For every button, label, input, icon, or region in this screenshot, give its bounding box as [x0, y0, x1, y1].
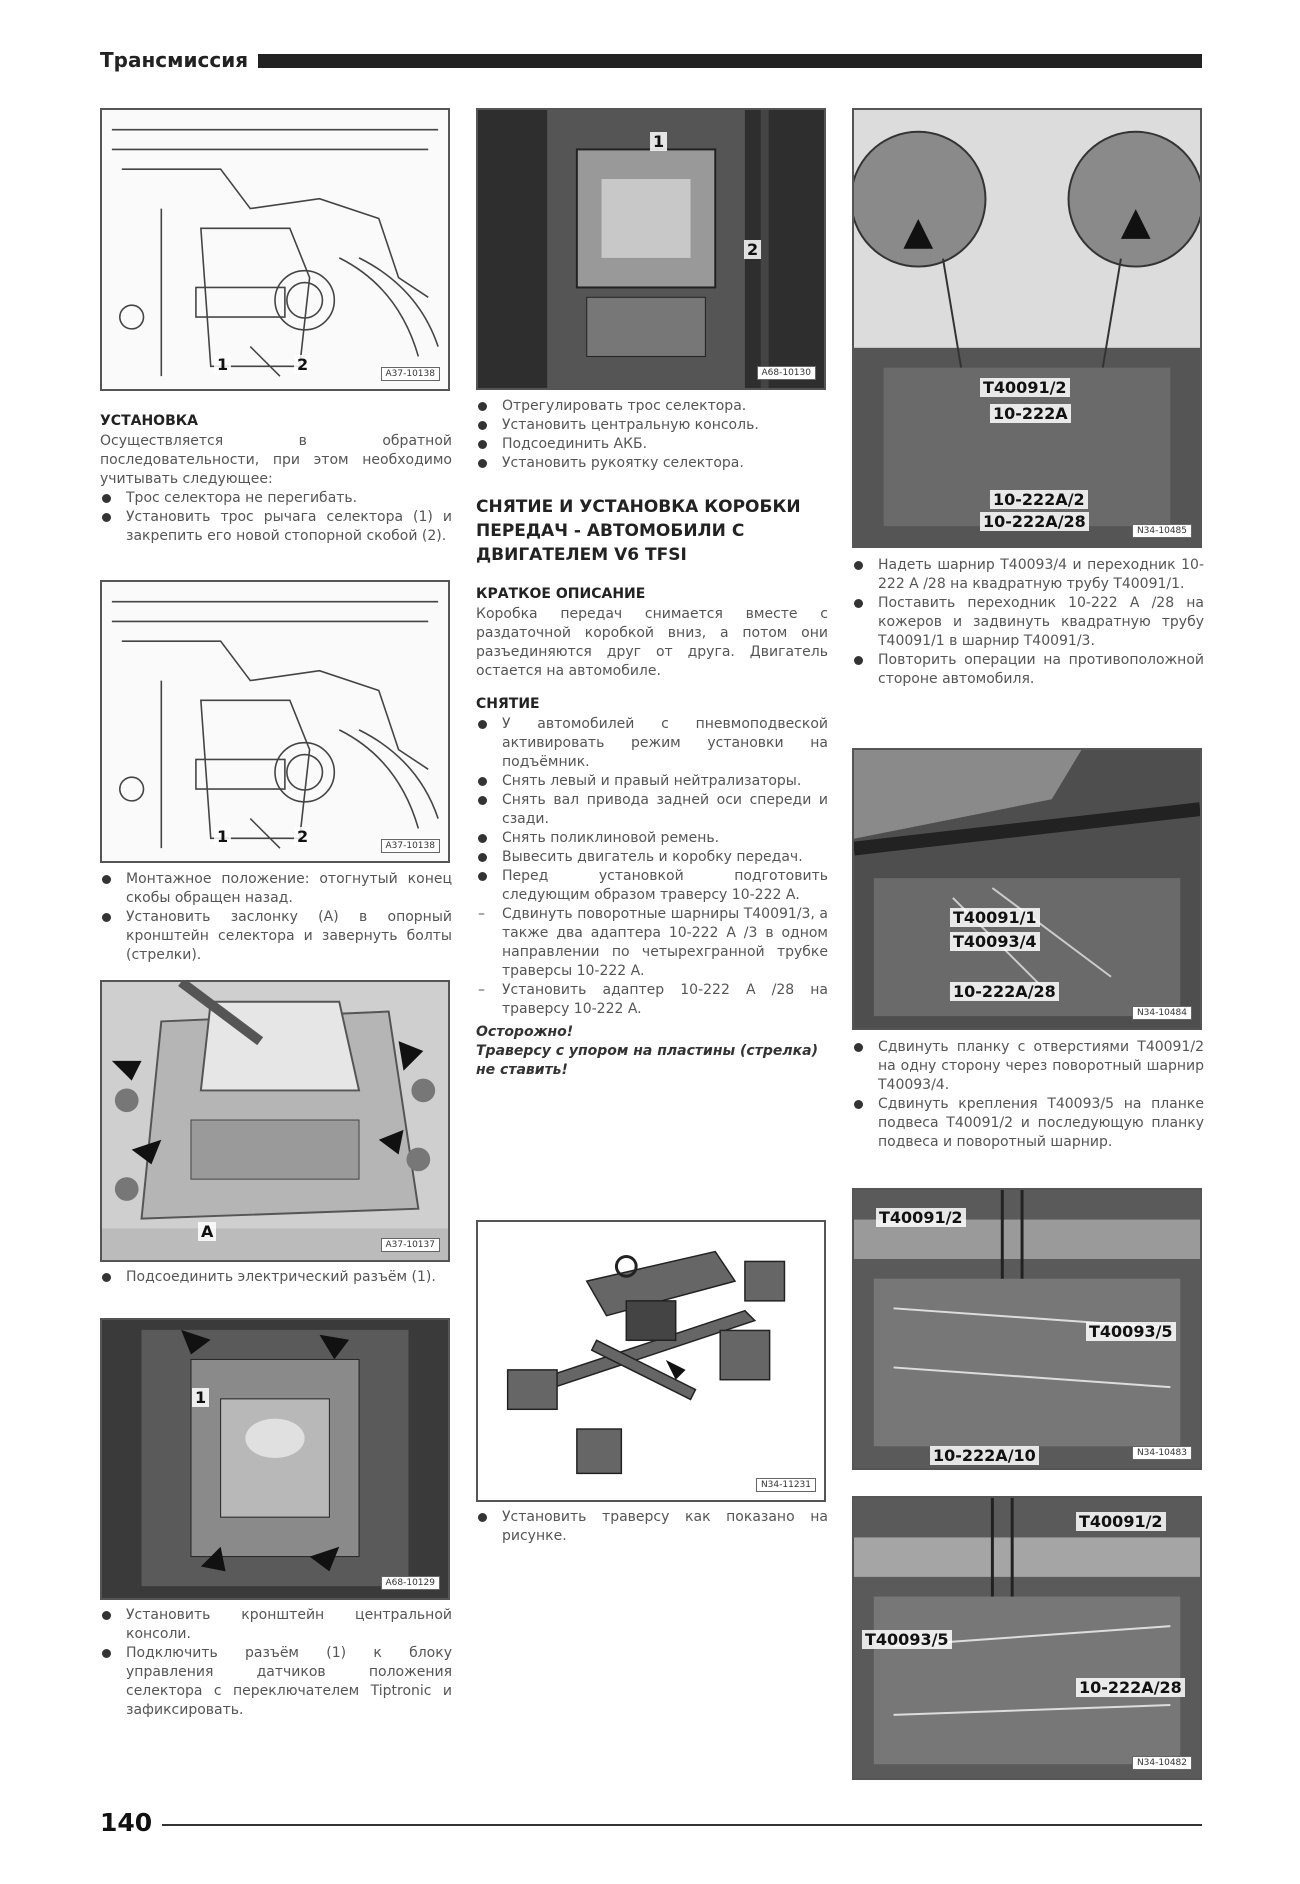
figure-callout: T40093/4: [950, 932, 1040, 951]
connect-list: [100, 1268, 452, 1287]
list-item: Сдвинуть планку с отверстиями T40091/2 на одну сторону через поворотный шарнир T40093/4.: [852, 1038, 1204, 1095]
list-item: – Установить адаптер 10-222 A /28 на траверсу 10-222 A.: [476, 981, 828, 1019]
col3-items1: [852, 556, 1204, 689]
list-item: – Сдвинуть поворотные шарниры T40091/3, а также два адаптера 10-222 A /3 в одном направлении по четырехгранной трубке траверсы 10-222 A.: [476, 905, 828, 981]
figure-engine-bay-3: [852, 1188, 1202, 1470]
list-item: Поставить переходник 10-222 A /28 на кожеров и задвинуть квадратную трубу T40091/1 в шарнир T40091/3.: [852, 594, 1204, 651]
list-item: Снять поликлиновой ремень.: [476, 829, 828, 848]
figure-code: N34-11231: [756, 1478, 816, 1492]
footer-line: [162, 1824, 1202, 1826]
list-item: Установить траверсу как показано на рисунке.: [476, 1508, 828, 1546]
figure-shifter-cable-1: [100, 108, 450, 391]
figure-code: N34-10482: [1132, 1756, 1192, 1770]
dash-list: [476, 905, 828, 1019]
list-item: Подсоединить АКБ.: [476, 435, 828, 454]
removal-list: [476, 715, 828, 905]
figure-callout: 1: [214, 355, 231, 374]
col2-final: [476, 1508, 828, 1546]
list-item: Подключить разъём (1) к блоку управления датчиков положения селектора с переключателем Tiptronic и зафиксировать.: [100, 1644, 452, 1720]
traverse-list: [476, 1508, 828, 1546]
figure-selector-top: [476, 108, 826, 390]
figure-callout: 10-222A/28: [1076, 1678, 1185, 1697]
figure-code: A37-10138: [381, 839, 441, 853]
figure-selector-bracket: [100, 980, 450, 1262]
col2-main: [476, 495, 828, 1080]
bracket-section: [100, 1606, 452, 1720]
mount-section: [100, 870, 452, 965]
main-heading: СНЯТИЕ И УСТАНОВКА КОРОБКИ ПЕРЕДАЧ - АВТОМОБИЛИ С ДВИГАТЕЛЕМ V6 TFSI: [476, 497, 801, 565]
figure-shifter-cable-2: [100, 580, 450, 863]
list-item: Установить трос рычага селектора (1) и закрепить его новой стопорной скобой (2).: [100, 508, 452, 546]
mount-list: [100, 870, 452, 965]
figure-callout: 2: [294, 355, 311, 374]
figure-callout: T40091/1: [950, 908, 1040, 927]
list-item: Повторить операции на противоположной стороне автомобиля.: [852, 651, 1204, 689]
col2-top: [476, 397, 828, 473]
header-bar: [258, 54, 1202, 68]
figure-code: A37-10138: [381, 367, 441, 381]
list-item: Установить рукоятку селектора.: [476, 454, 828, 473]
list-item: Установить кронштейн центральной консоли.: [100, 1606, 452, 1644]
warning-text: Траверсу с упором на пластины (стрелка) не ставить!: [476, 1043, 818, 1078]
figure-callout: 1: [192, 1388, 209, 1407]
list-item: Монтажное положение: отогнутый конец скобы обращен назад.: [100, 870, 452, 908]
col3-items2: [852, 1038, 1204, 1152]
figure-callout: 1: [214, 827, 231, 846]
figure-callout: T40091/2: [980, 378, 1070, 397]
figure-callout: 10-222A/28: [980, 512, 1089, 531]
removal-title: СНЯТИЕ: [476, 696, 540, 712]
figure-callout: A: [198, 1222, 216, 1241]
page-number: 140: [100, 1808, 153, 1837]
bracket-list: [100, 1606, 452, 1720]
figure-traverse: [476, 1220, 826, 1502]
list-item: Трос селектора не перегибать.: [100, 489, 452, 508]
list-item: Установить центральную консоль.: [476, 416, 828, 435]
figure-callout: 10-222A/28: [950, 982, 1059, 1001]
list-item: У автомобилей с пневмоподвеской активировать режим установки на подъёмник.: [476, 715, 828, 772]
list-item: Снять левый и правый нейтрализаторы.: [476, 772, 828, 791]
figure-callout: 2: [294, 827, 311, 846]
install-list: [100, 489, 452, 546]
figure-console-connector: [100, 1318, 450, 1600]
figure-engine-bay-1: [852, 108, 1202, 548]
install-title: УСТАНОВКА: [100, 413, 199, 429]
warning-title: Осторожно!: [476, 1024, 574, 1040]
install-text: Осуществляется в обратной последовательности, при этом необходимо учитывать следующее:: [100, 433, 452, 487]
figure-code: A37-10137: [381, 1238, 441, 1252]
list-item: Сдвинуть крепления T40093/5 на планке подвеса T40091/2 и последующую планку подвеса и поворотный шарнир.: [852, 1095, 1204, 1152]
figure-callout: 10-222A: [990, 404, 1071, 423]
figure-callout: T40093/5: [862, 1630, 952, 1649]
figure-callout: T40093/5: [1086, 1322, 1176, 1341]
figure-code: A68-10130: [757, 366, 817, 380]
brief-text: Коробка передач снимается вместе с раздаточной коробкой вниз, а потом они разъединяются друг от друга. Двигатель остается на автомобиле.: [476, 606, 828, 679]
figure-callout: T40091/2: [876, 1208, 966, 1227]
section-title: Трансмиссия: [100, 48, 249, 72]
figure-code: N34-10483: [1132, 1446, 1192, 1460]
figure-callout: 2: [744, 240, 761, 259]
figure-engine-bay-2: [852, 748, 1202, 1030]
figure-callout: 1: [650, 132, 667, 151]
list-item: Отрегулировать трос селектора.: [476, 397, 828, 416]
list-item: Установить заслонку (А) в опорный кронштейн селектора и завернуть болты (стрелки).: [100, 908, 452, 965]
plate-list: [852, 1038, 1204, 1152]
install-section: [100, 412, 452, 546]
list-item: Вывесить двигатель и коробку передач.: [476, 848, 828, 867]
console-list: [476, 397, 828, 473]
figure-callout: 10-222A/2: [990, 490, 1088, 509]
list-item: Перед установкой подготовить следующим образом траверсу 10-222 А.: [476, 867, 828, 905]
list-item: Надеть шарнир T40093/4 и переходник 10-222 A /28 на квадратную трубу T40091/1.: [852, 556, 1204, 594]
list-item: Снять вал привода задней оси спереди и сзади.: [476, 791, 828, 829]
figure-code: N34-10485: [1132, 524, 1192, 538]
list-item: Подсоединить электрический разъём (1).: [100, 1268, 452, 1287]
figure-code: A68-10129: [381, 1576, 441, 1590]
connect-section: [100, 1268, 452, 1287]
figure-callout: T40091/2: [1076, 1512, 1166, 1531]
figure-engine-bay-4: [852, 1496, 1202, 1780]
hinge-list: [852, 556, 1204, 689]
figure-callout: 10-222A/10: [930, 1446, 1039, 1465]
brief-title: КРАТКОЕ ОПИСАНИЕ: [476, 586, 646, 602]
figure-code: N34-10484: [1132, 1006, 1192, 1020]
